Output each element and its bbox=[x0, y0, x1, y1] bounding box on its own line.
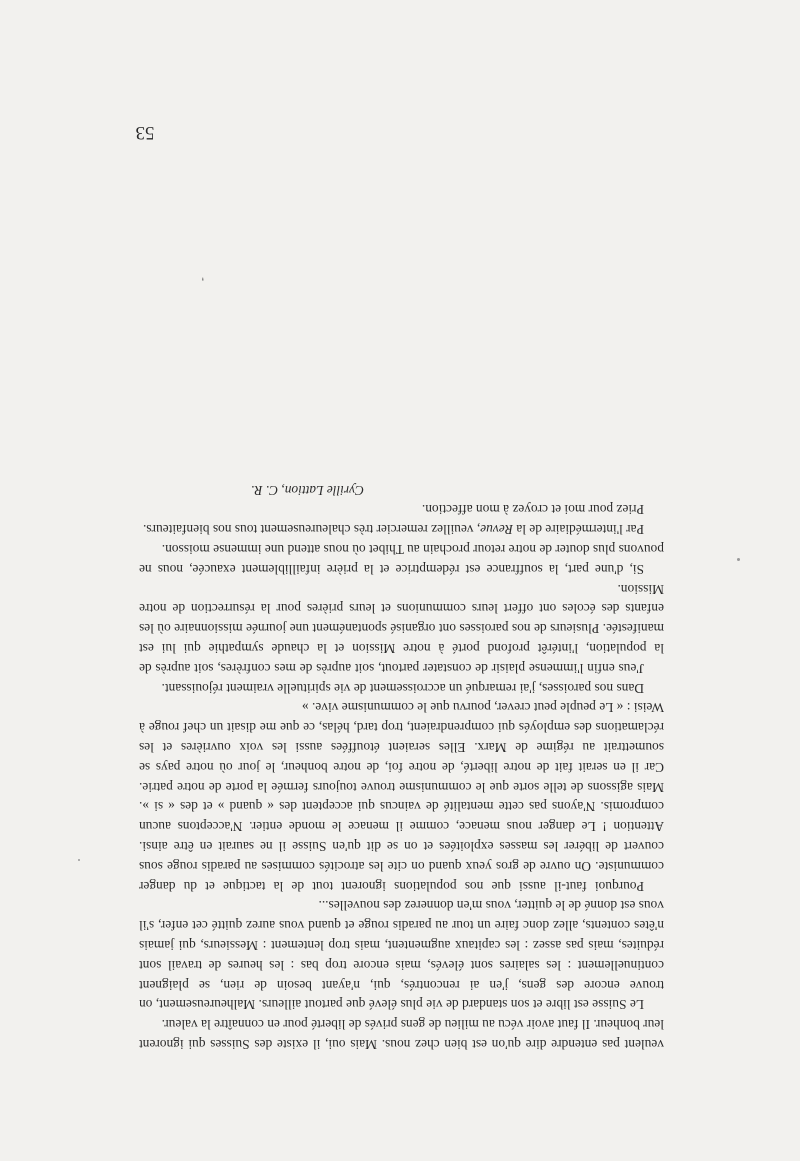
ink-mark: ' bbox=[201, 269, 204, 284]
paragraph: veulent pas entendre dire qu'on est bien chez nous. Mais oui, il existe des Suisses qui ignorent leur bonheur. Il faut avoir vécu au milieu de gens privés de liberté pour en connaître la valeur. bbox=[139, 1017, 664, 1052]
letter-body bbox=[139, 480, 664, 1054]
closing-line: Priez pour moi et croyez à mon affection. bbox=[421, 502, 644, 518]
paragraph: Pourquoi faut-il aussi que nos populations ignorent tout de la tactique et du danger communiste. On ouvre de gros yeux quand on cite les atrocités commises au paradis rouge sous couvert de libérer les masses exploitées et on se dit qu'en Suisse il ne saurait en être ainsi. Attention ! Le danger nous menace, comme il menace le monde entier. N'acceptons aucun compromis. N'ayons pas cette mentalité de vaincus qui acceptent des « quand » et des « si ». Mais agissons de telle sorte que le communisme trouve toujours fermée la porte de notre patrie. Car il en serait fait de notre liberté, de notre foi, de notre bonheur, le jour où notre pays se soumettrait au régime de Marx. Elles seraient étouffées aussi les voix ouvrières et les réclamations des employés qui comprendraient, trop tard, hélas, ce que me disait un chef rouge à Weisi : « Le peuple peut crever, pourvu que le communisme vive. » bbox=[139, 700, 664, 894]
paper-speck bbox=[737, 558, 740, 561]
paragraph: J'eus enfin l'immense plaisir de constater partout, soit auprès de mes confrères, soit auprès de la population, l'intérêt profond porté à notre Mission et la chaude sympathie qui lui est manifestée. Plusieurs de nos paroisses ont organisé spontanément une journée missionnaire où les enfants des écoles ont offert leurs communions et leurs prières pour la résurrection de notre Mission. bbox=[139, 581, 664, 676]
page-number: 53 bbox=[135, 122, 155, 143]
paragraph: Dans nos paroisses, j'ai remarqué un accroissement de vie spirituelle vraiment réjouissant. bbox=[161, 680, 644, 696]
text-segment: , veuillez remercier très chaleureusement tous nos bienfaiteurs. bbox=[142, 522, 481, 538]
text-segment: Par l'intermédiaire de la bbox=[512, 522, 644, 538]
paragraph: Le Suisse est libre et son standard de vie plus élevé que partout ailleurs. Malheureusement, on trouve encore des gens, j'en ai rencontrés, qui, n'ayant besoin de rien, se plaignent continuellement : les salaires sont élevés, mais encore trop bas : les heures de travail sont réduites, mais pas assez : les capitaux augmentent, mais trop lentement : Messieurs, qui jamais n'êtes contents, allez donc faire un tour au paradis rouge et quand vous aurez quitté cet enfer, s'il vous est donné de le quitter, vous m'en donnerez des nouvelles... bbox=[139, 898, 664, 1013]
signature: Cyrille Lattion, C. R. bbox=[250, 482, 364, 498]
paragraph bbox=[139, 519, 664, 539]
paper-speck bbox=[78, 859, 80, 861]
journal-title: Revue bbox=[480, 522, 513, 538]
paragraph: Si, d'une part, la souffrance est rédemptrice et la prière infailliblement exaucée, nous ne pouvons plus douter de notre retour prochain au Thibet où nous attend une immense moisson. bbox=[139, 542, 664, 577]
